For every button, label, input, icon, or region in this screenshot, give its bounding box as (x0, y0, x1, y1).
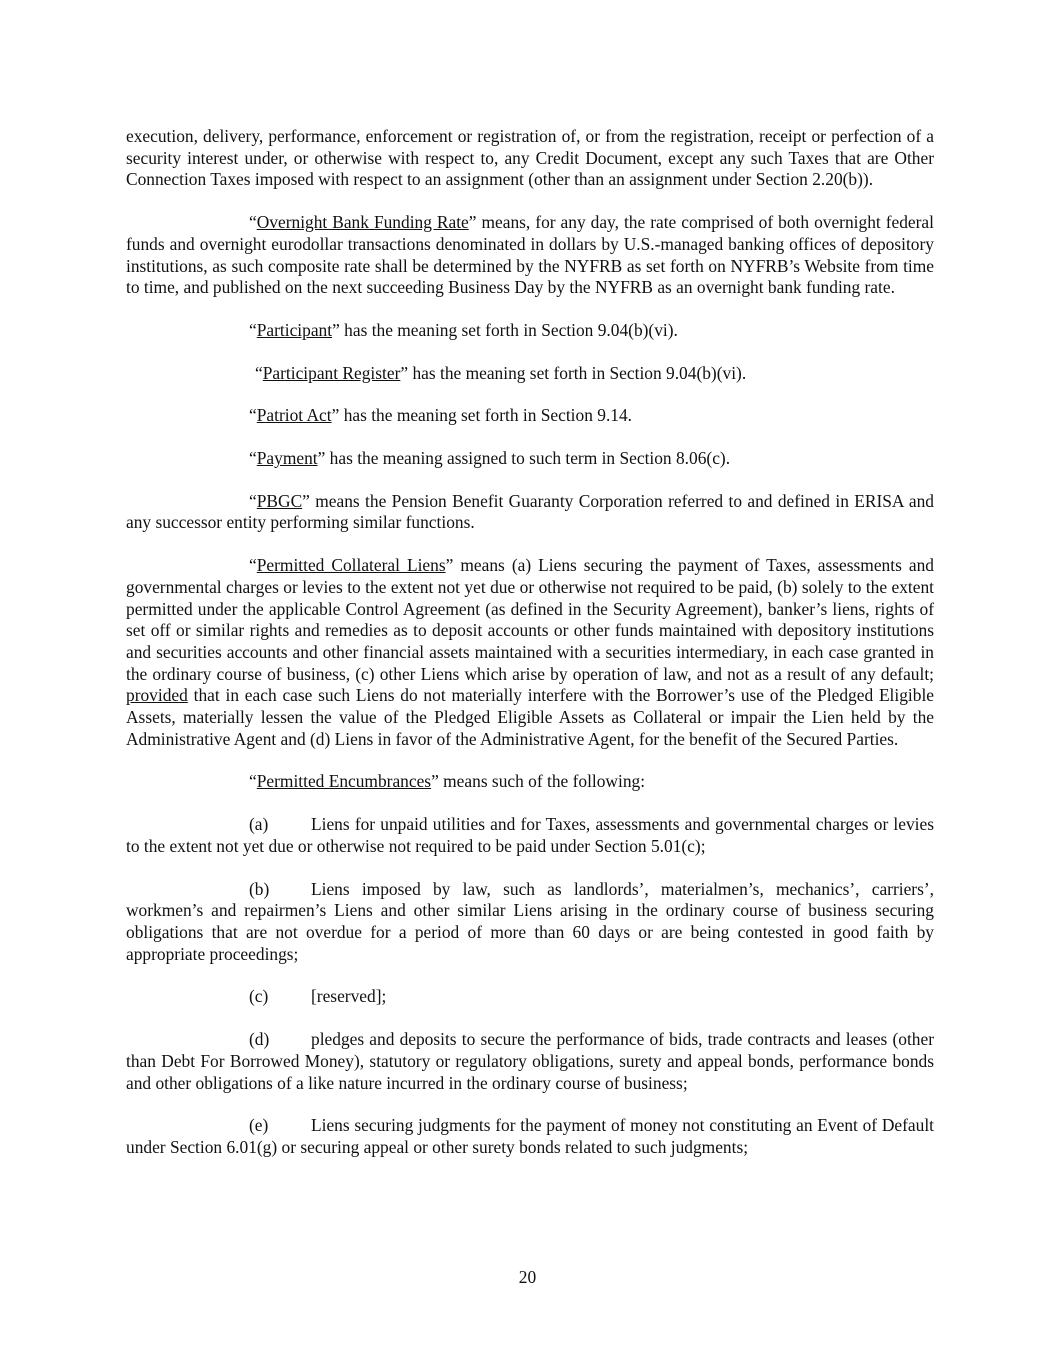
definition-payment: “Payment” has the meaning assigned to such term in Section 8.06(c). (249, 448, 731, 469)
definition-permitted-encumbrances: “Permitted Encumbrances” means such of the following: (249, 771, 646, 792)
definition-pbgc: “PBGC” means the Pension Benefit Guaranty Corporation referred to and defined in ERISA and any successor entity performing similar functions. (126, 490, 934, 533)
definition-patriot-act: “Patriot Act” has the meaning set forth in Section 9.14. (249, 405, 633, 426)
item-label: (b) (249, 878, 270, 899)
document-page (126, 126, 934, 1180)
provided-keyword: provided (126, 685, 188, 706)
definition-overnight-bank-funding-rate: “Overnight Bank Funding Rate” means, for any day, the rate comprised of both overnight federal funds and overnight eurodollar transactions denominated in dollars by U.S.-managed banking offices of depository institutions, as such composite rate shall be determined by the NYFRB as set forth on NYFRB’s Website from time to time, and published on the next succeeding Business Day by the NYFRB as an overnight bank funding rate. (126, 212, 934, 298)
defined-term: Patriot Act (256, 405, 332, 426)
page-number: 20 (518, 1267, 537, 1287)
definition-participant: “Participant” has the meaning set forth in Section 9.04(b)(vi). (249, 319, 678, 340)
defined-term: Permitted Collateral Liens (256, 555, 446, 576)
defined-term: Participant (256, 319, 333, 340)
defined-term: Overnight Bank Funding Rate (256, 212, 469, 233)
definition-participant-register: “Participant Register” has the meaning set forth in Section 9.04(b)(vi). (255, 362, 747, 383)
list-item-c: (c) [reserved]; (249, 986, 387, 1007)
definition-permitted-collateral-liens: “Permitted Collateral Liens” means (a) Liens securing the payment of Taxes, assessments and governmental charges or levies to the extent not yet due or otherwise not required to be paid, (b) solely to the extent permitted under the applicable Control Agreement (as defined in the Security Agreement), banker’s liens, rights of set off or similar rights and remedies as to deposit accounts or other funds maintained with depository institutions and securities accounts and other financial assets maintained with a securities intermediary, in each case granted in the ordinary course of business, (c) other Liens which arise by operation of law, and not as a result of any default; provided that in each case such Liens do not materially interfere with the Borrower’s use of the Pledged Eligible Assets, materially lessen the value of the Pledged Eligible Assets as Collateral or impair the Lien held by the Administrative Agent and (d) Liens in favor of the Administrative Agent, for the benefit of the Secured Parties. (126, 555, 934, 749)
list-item-a: (a) Liens for unpaid utilities and for Taxes, assessments and governmental charges or levies to the extent not yet due or otherwise not required to be paid under Section 5.01(c); (126, 814, 934, 856)
item-label: (a) (249, 814, 269, 835)
list-item-d: (d) pledges and deposits to secure the performance of bids, trade contracts and leases (other than Debt For Borrowed Money), statutory or regulatory obligations, surety and appeal bonds, performance bonds and other obligations of a like nature incurred in the ordinary course of business; (126, 1029, 934, 1093)
list-item-b: (b) Liens imposed by law, such as landlords’, materialmen’s, mechanics’, carriers’, workmen’s and repairmen’s Liens and other similar Liens arising in the ordinary course of business securing obligations that are not overdue for a period of more than 60 days or are being contested in good faith by appropriate proceedings; (126, 878, 934, 964)
defined-term: Payment (256, 448, 318, 469)
item-label: (d) (249, 1029, 270, 1050)
item-label: (c) (249, 986, 269, 1007)
defined-term: Permitted Encumbrances (256, 771, 432, 792)
item-label: (e) (249, 1115, 269, 1136)
list-item-e: (e) Liens securing judgments for the payment of money not constituting an Event of Default under Section 6.01(g) or securing appeal or other surety bonds related to such judgments; (126, 1115, 934, 1157)
defined-term: Participant Register (262, 362, 401, 383)
defined-term: PBGC (256, 490, 303, 511)
intro-paragraph: execution, delivery, performance, enforcement or registration of, or from the registration, receipt or perfection of a security interest under, or otherwise with respect to, any Credit Document, except any such Taxes that are Other Connection Taxes imposed with respect to an assignment (other than an assignment under Section 2.20(b)). (126, 126, 934, 190)
